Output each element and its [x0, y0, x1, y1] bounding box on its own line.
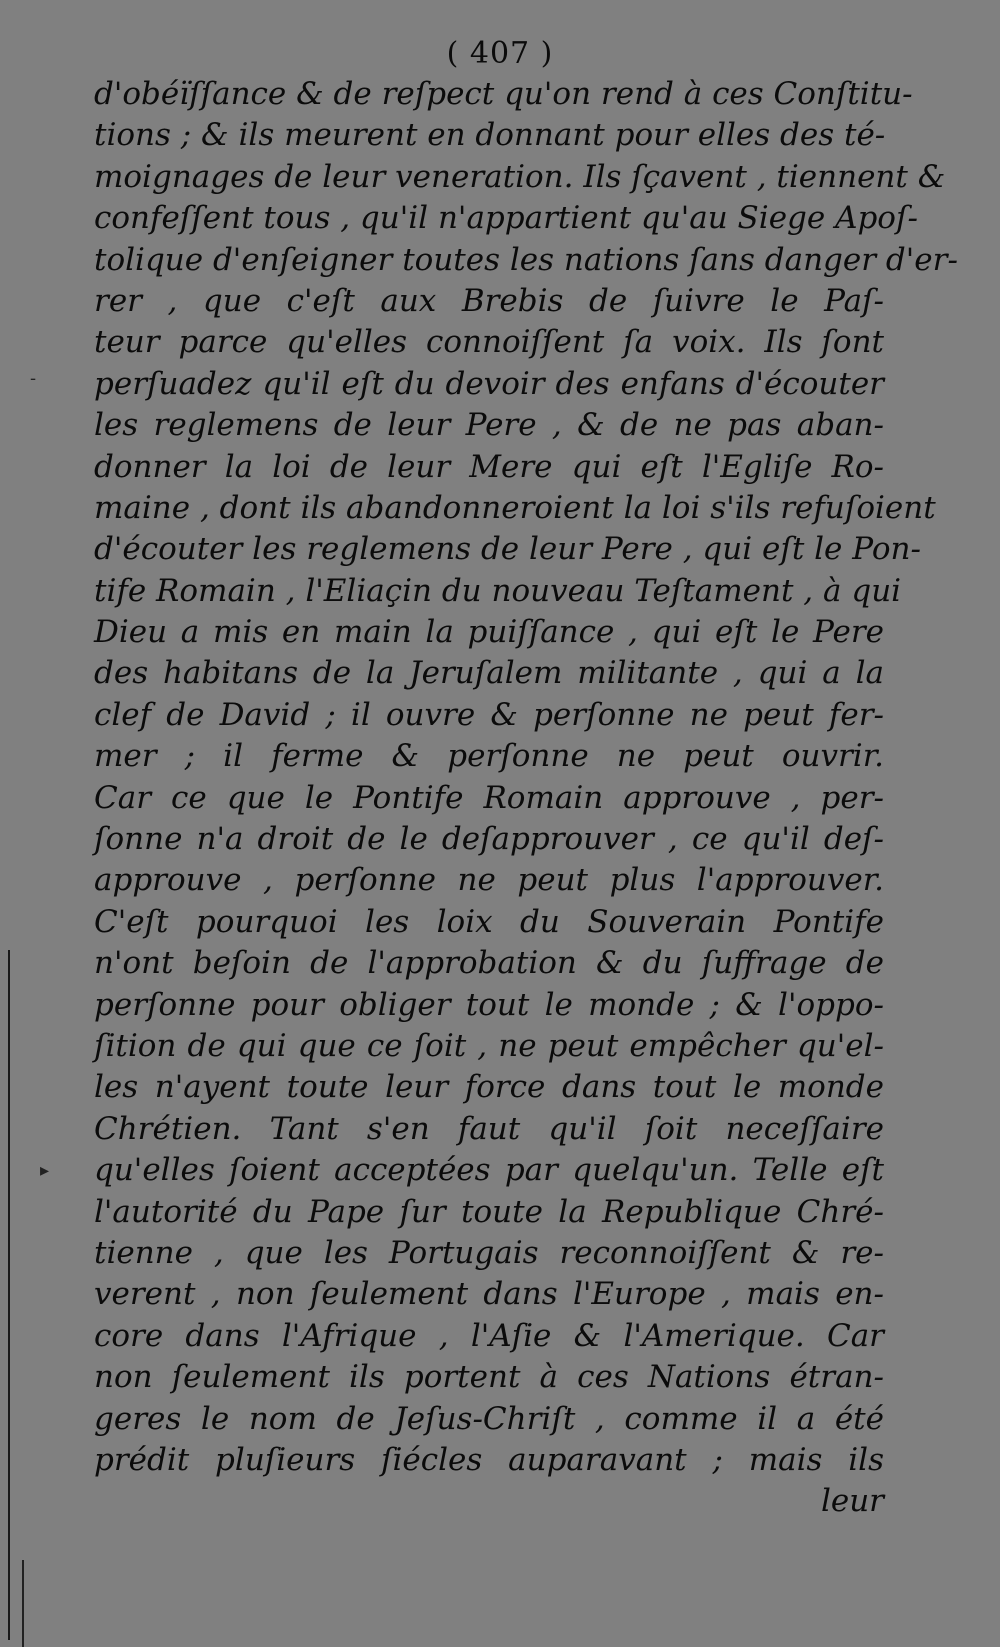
text-line-28: l'autorité du Pape ſur toute la Republique Chré-: [94, 1193, 884, 1230]
text-line-24: ſition de qui que ce ſoit , ne peut empêcher qu'el-: [94, 1027, 884, 1064]
text-line-11: maine , dont ils abandonneroient la loi s'ils refuſoient: [94, 489, 936, 526]
text-line-21: C'eſt pourquoi les loix du Souverain Pontife: [94, 903, 884, 940]
text-line-30: verent , non ſeulement dans l'Europe , mais en-: [94, 1276, 884, 1313]
text-line-25: les n'ayent toute leur force dans tout le monde: [94, 1069, 884, 1106]
text-line-18: Car ce que le Pontife Romain approuve , per-: [94, 779, 884, 816]
text-line-22: n'ont beſoin de l'approbation & du ſuffrage de: [94, 945, 884, 982]
margin-arrow-mark: ▸: [40, 1160, 50, 1181]
text-line-9: les reglemens de leur Pere , & de ne pas aban-: [94, 407, 884, 444]
margin-rule: [8, 950, 10, 1640]
text-line-13: tife Romain , l'Eliaçin du nouveau Teſtament , à qui: [94, 572, 902, 609]
text-line-14: Dieu a mis en main la puiſſance , qui eſt le Pere: [94, 614, 884, 651]
text-line-31: core dans l'Afrique , l'Aſie & l'Amerique. Car: [94, 1317, 884, 1354]
text-line-27: qu'elles ſoient acceptées par quelqu'un. Telle eſt: [94, 1152, 884, 1189]
text-line-2: tions ; & ils meurent en donnant pour elles des té-: [94, 117, 886, 154]
catchword: leur: [820, 1483, 884, 1520]
text-line-6: rer , que c'eſt aux Brebis de ſuivre le Paſ-: [94, 282, 884, 319]
text-line-7: teur parce qu'elles connoiſſent ſa voix. Ils ſont: [94, 324, 884, 361]
text-line-20: approuve , perſonne ne peut plus l'approuver.: [94, 862, 884, 899]
page-number: ( 407 ): [446, 36, 554, 71]
text-line-8: perſuadez qu'il eſt du devoir des enfans d'écouter: [94, 365, 884, 402]
text-line-23: perſonne pour obliger tout le monde ; & l'oppo-: [94, 986, 884, 1023]
text-line-17: mer ; il ferme & perſonne ne peut ouvrir.: [94, 738, 884, 775]
text-line-34: prédit pluſieurs ſiécles auparavant ; mais ils: [94, 1441, 884, 1478]
text-line-12: d'écouter les reglemens de leur Pere , qui eſt le Pon-: [94, 531, 921, 568]
text-line-3: moignages de leur veneration. Ils ſçavent , tiennent &: [94, 158, 946, 195]
text-line-4: confeſſent tous , qu'il n'appartient qu'au Siege Apoſ-: [94, 200, 918, 237]
body-text: [94, 74, 958, 1523]
text-line-5: tolique d'enſeigner toutes les nations ſans danger d'er-: [94, 241, 958, 278]
text-line-33: geres le nom de Jeſus-Chriſt , comme il a été: [94, 1400, 884, 1437]
margin-dash-mark: -: [30, 368, 37, 389]
text-line-19: ſonne n'a droit de le deſapprouver , ce qu'il deſ-: [94, 821, 884, 858]
margin-rule-lower: [22, 1560, 24, 1647]
text-line-29: tienne , que les Portugais reconnoiſſent & re-: [94, 1234, 884, 1271]
text-line-26: Chrétien. Tant s'en faut qu'il ſoit neceſſaire: [94, 1110, 884, 1147]
text-line-1: d'obéïſſance & de reſpect qu'on rend à ces Conſtitu-: [94, 76, 913, 112]
text-line-32: non ſeulement ils portent à ces Nations étran-: [94, 1359, 884, 1396]
text-line-10: donner la loi de leur Mere qui eſt l'Egliſe Ro-: [94, 448, 884, 485]
text-line-16: clef de David ; il ouvre & perſonne ne peut fer-: [94, 696, 884, 733]
text-line-15: des habitans de la Jeruſalem militante , qui a la: [94, 655, 884, 692]
